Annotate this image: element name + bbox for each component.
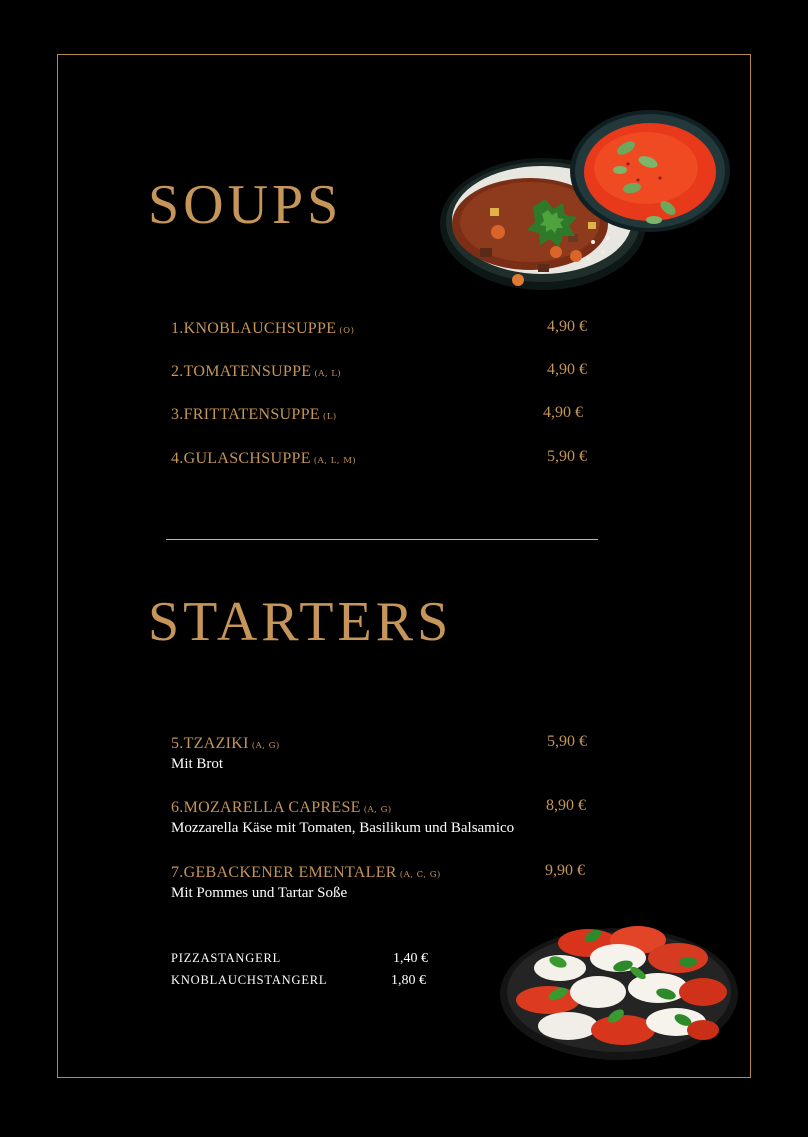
caprese-plate-image (498, 918, 740, 1064)
extra-price: 1,80 € (391, 973, 426, 988)
item-name: 6.MOZARELLA CAPRESE (171, 799, 361, 816)
allergens: (A, C, G) (399, 870, 441, 880)
starters-title: STARTERS (148, 591, 453, 653)
extra-price: 1,40 € (393, 951, 428, 966)
allergens: (A, G) (251, 741, 280, 751)
item-description: Mit Pommes und Tartar Soße (171, 885, 348, 901)
menu-item (171, 318, 601, 340)
item-price: 4,90 € (547, 318, 587, 335)
menu-item (171, 733, 601, 773)
extra-item (171, 951, 441, 973)
menu-item (171, 448, 601, 470)
extra-name: PIZZASTANGERL (171, 951, 282, 965)
item-name: 3.FRITTATENSUPPE (171, 406, 320, 423)
allergens: (A, L) (314, 369, 342, 379)
allergens: (A, G) (363, 805, 392, 815)
allergens: (A, L, M) (313, 456, 357, 466)
tomato-soup-image (568, 108, 732, 234)
menu-item (171, 862, 601, 902)
allergens: (L) (322, 412, 337, 422)
item-name: 7.GEBACKENER EMENTALER (171, 864, 397, 881)
item-price: 4,90 € (547, 361, 587, 378)
extra-name: KNOBLAUCHSTANGERL (171, 973, 328, 987)
extra-item (171, 973, 441, 995)
item-price: 5,90 € (547, 448, 587, 465)
item-description: Mozzarella Käse mit Tomaten, Basilikum und Balsamico (171, 820, 515, 836)
item-price: 4,90 € (543, 404, 583, 421)
menu-item (171, 404, 601, 426)
allergens: (O) (339, 326, 355, 336)
menu-item (171, 797, 601, 837)
section-divider (166, 539, 598, 540)
item-name: 5.TZAZIKI (171, 735, 249, 752)
soups-title: SOUPS (148, 174, 343, 236)
extras-list (171, 951, 441, 995)
item-price: 5,90 € (547, 733, 587, 750)
item-name: 2.TOMATENSUPPE (171, 363, 312, 380)
item-description: Mit Brot (171, 756, 224, 772)
item-name: 1.KNOBLAUCHSUPPE (171, 320, 337, 337)
item-price: 8,90 € (546, 797, 586, 814)
item-name: 4.GULASCHSUPPE (171, 450, 311, 467)
menu-item (171, 361, 601, 383)
item-price: 9,90 € (545, 862, 585, 879)
